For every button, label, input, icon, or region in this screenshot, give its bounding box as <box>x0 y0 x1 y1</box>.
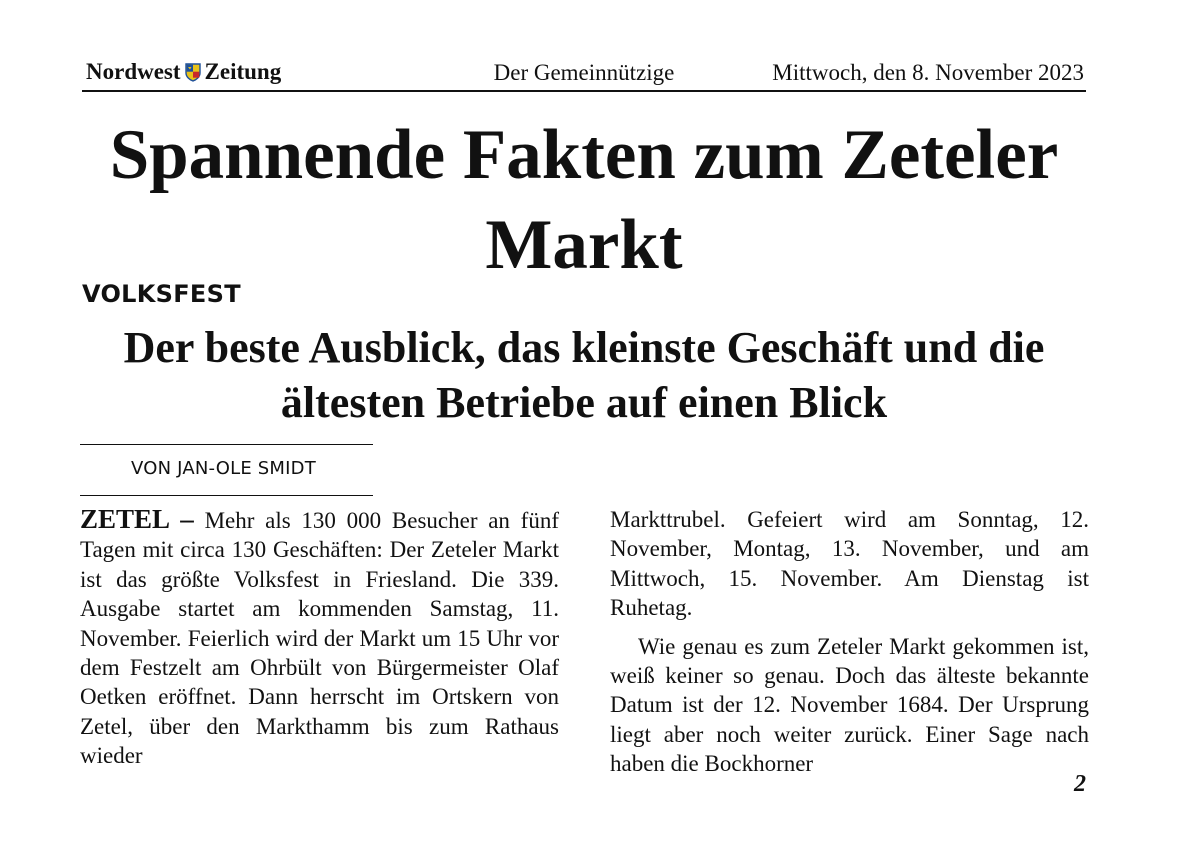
byline-rule-top <box>80 444 373 445</box>
article-column-1 <box>80 505 559 771</box>
paragraph <box>80 505 559 771</box>
byline-rule-bottom <box>80 495 373 496</box>
article-column-2 <box>610 505 1089 779</box>
paragraph: Wie genau es zum Zeteler Markt gekommen ist, weiß keiner so genau. Doch das älteste bekannte Datum ist der 12. November 1684. Der Ursprung liegt aber noch weiter zurück. Einer Sage nach haben die Bockhorner <box>610 633 1089 777</box>
section-name: Der Gemeinnützige <box>493 60 675 85</box>
dateline: ZETEL – <box>80 504 194 534</box>
subheadline: Der beste Ausblick, das kleinste Geschäft und die ältesten Betriebe auf einen Blick <box>123 323 1045 427</box>
page-number: 2 <box>1074 771 1086 797</box>
logo-text-right: Zeitung <box>204 59 282 84</box>
logo-text-left: Nordwest <box>86 59 181 84</box>
kicker: VOLKSFEST <box>82 280 241 308</box>
masthead <box>82 58 1086 92</box>
issue-date: Mittwoch, den 8. November 2023 <box>772 60 1084 85</box>
byline: VON JAN-OLE SMIDT <box>131 458 316 479</box>
headline: Spannende Fakten zum Zeteler Markt <box>109 116 1059 284</box>
paragraph: Markttrubel. Gefeiert wird am Sonntag, 12. November, Montag, 13. November, und am Mittwoch, 15. November. Am Dienstag ist Ruhetag. <box>610 507 1089 621</box>
paragraph-text: Mehr als 130 000 Besucher an fünf Tagen mit circa 130 Geschäften: Der Zeteler Markt ist das größte Volksfest in Friesland. Die 339. Ausgabe startet am kommenden Samstag, 11. November. Feierlich wird der Markt um 15 Uhr vor dem Festzelt am Ohrbült von Bürgermeister Olaf Oetken eröffnet. Dann herrscht im Ortskern von Zetel, über den Markthamm bis zum Rathaus wieder <box>80 508 559 769</box>
